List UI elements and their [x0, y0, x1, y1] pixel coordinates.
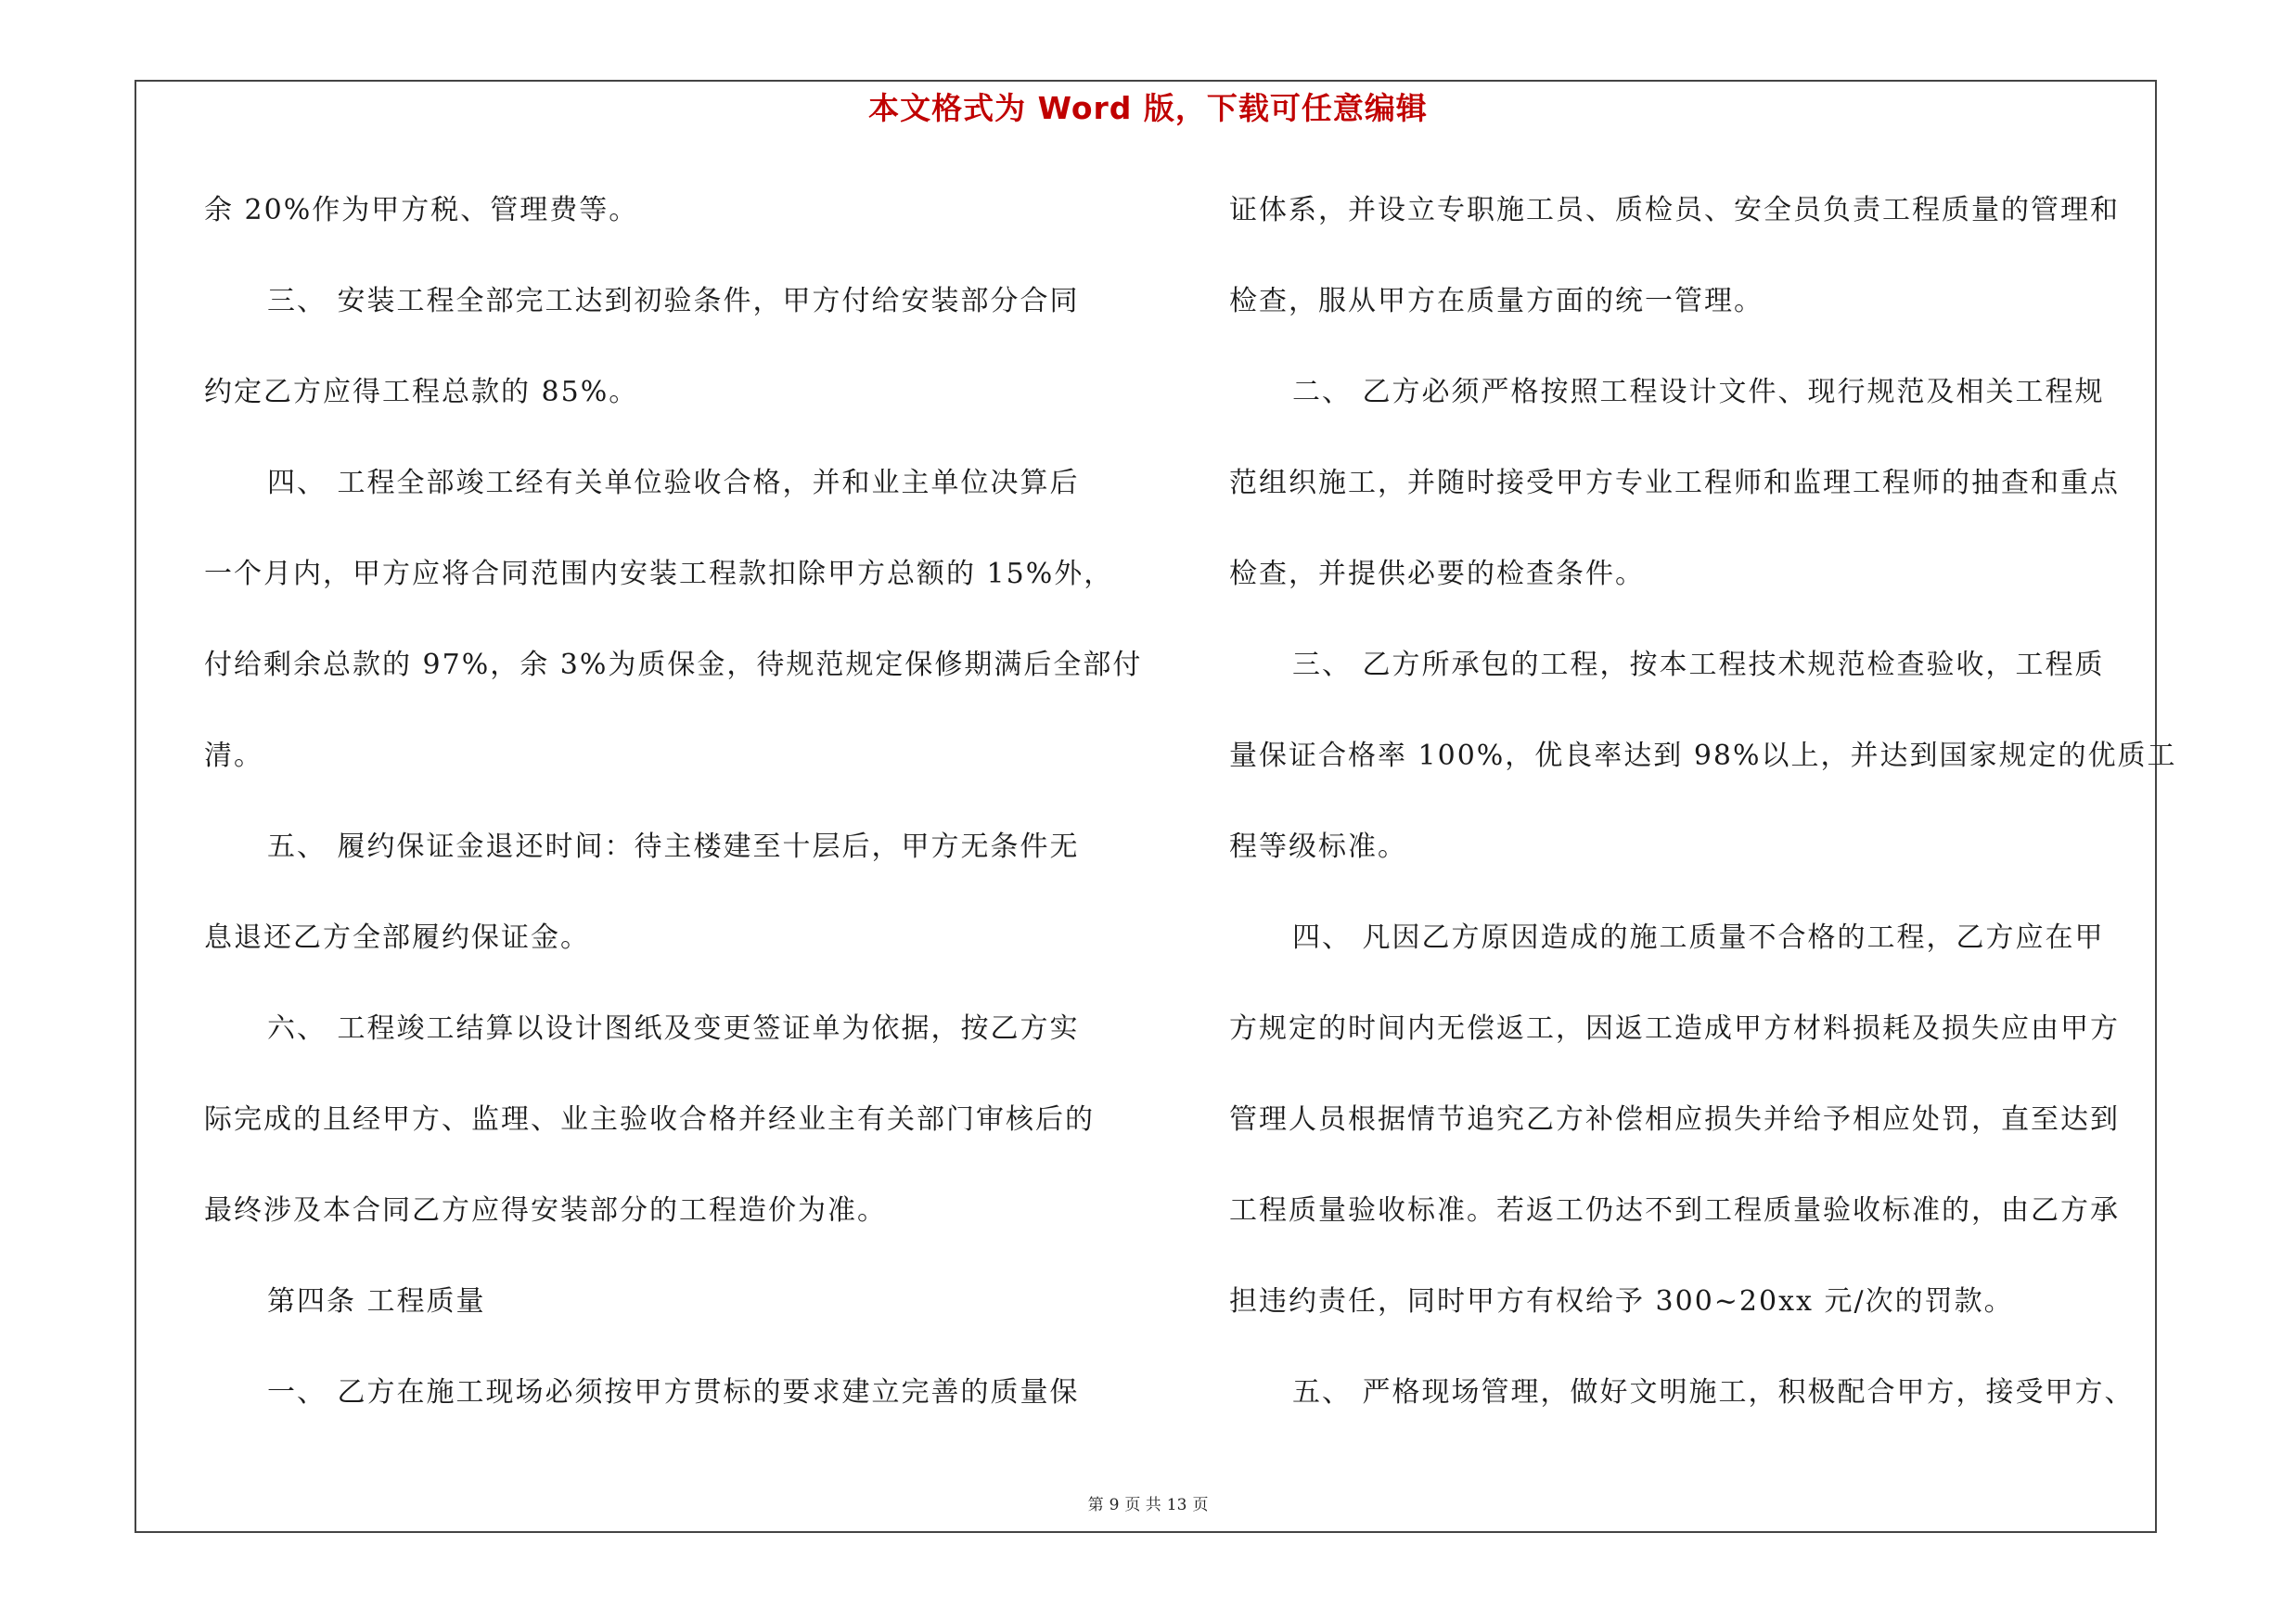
page-footer	[0, 1494, 2296, 1516]
text-line: 息退还乙方全部履约保证金。	[204, 921, 590, 954]
text-line: 二、 乙方必须严格按照工程设计文件、现行规范及相关工程规	[1292, 376, 2105, 408]
text-line: 四、 凡因乙方原因造成的施工质量不合格的工程，乙方应在甲	[1292, 921, 2105, 954]
text-line: 检查，并提供必要的检查条件。	[1229, 558, 1645, 590]
text-line: 三、 安装工程全部完工达到初验条件，甲方付给安装部分合同	[267, 285, 1080, 317]
text-line: 清。	[204, 740, 263, 772]
text-line: 际完成的且经甲方、监理、业主验收合格并经业主有关部门审核后的	[204, 1103, 1095, 1136]
text-line: 工程质量验收标准。若返工仍达不到工程质量验收标准的，由乙方承	[1229, 1194, 2120, 1227]
text-line: 方规定的时间内无偿返工，因返工造成甲方材料损耗及损失应由甲方	[1229, 1012, 2120, 1045]
text-line: 第四条 工程质量	[267, 1285, 486, 1318]
text-line: 最终涉及本合同乙方应得安装部分的工程造价为准。	[204, 1194, 887, 1227]
text-line: 管理人员根据情节追究乙方补偿相应损失并给予相应处罚，直至达到	[1229, 1103, 2120, 1136]
page-label-mid: 页 共	[1124, 1496, 1161, 1514]
text-line: 一、 乙方在施工现场必须按甲方贯标的要求建立完善的质量保	[267, 1376, 1080, 1409]
text-line: 五、 履约保证金退还时间：待主楼建至十层后，甲方无条件无	[267, 831, 1080, 863]
text-line: 三、 乙方所承包的工程，按本工程技术规范检查验收，工程质	[1292, 649, 2105, 681]
total-pages-number: 13	[1166, 1496, 1187, 1514]
page-label-prefix: 第	[1087, 1496, 1104, 1514]
text-line: 担违约责任，同时甲方有权给予 300~20xx 元/次的罚款。	[1229, 1285, 2014, 1318]
text-line: 范组织施工，并随时接受甲方专业工程师和监理工程师的抽查和重点	[1229, 467, 2120, 499]
text-line: 付给剩余总款的 97%，余 3%为质保金，待规范规定保修期满后全部付	[204, 649, 1143, 681]
text-line: 程等级标准。	[1229, 831, 1407, 863]
text-line: 证体系，并设立专职施工员、质检员、安全员负责工程质量的管理和	[1229, 194, 2120, 226]
right-text-column	[1229, 186, 2177, 1459]
text-line: 一个月内，甲方应将合同范围内安装工程款扣除甲方总额的 15%外，	[204, 558, 1114, 590]
text-line: 约定乙方应得工程总款的 85%。	[204, 376, 639, 408]
left-text-column	[204, 186, 1143, 1459]
text-line: 余 20%作为甲方税、管理费等。	[204, 194, 639, 226]
text-line: 检查，服从甲方在质量方面的统一管理。	[1229, 285, 1764, 317]
text-line: 五、 严格现场管理，做好文明施工，积极配合甲方，接受甲方、	[1292, 1376, 2135, 1409]
text-line: 六、 工程竣工结算以设计图纸及变更签证单为依据，按乙方实	[267, 1012, 1080, 1045]
text-line: 四、 工程全部竣工经有关单位验收合格，并和业主单位决算后	[267, 467, 1080, 499]
text-line: 量保证合格率 100%，优良率达到 98%以上，并达到国家规定的优质工	[1229, 740, 2177, 772]
current-page-number: 9	[1109, 1496, 1120, 1514]
page-label-suffix: 页	[1192, 1496, 1209, 1514]
word-format-banner: 本文格式为 Word 版，下载可任意编辑	[868, 90, 1428, 126]
